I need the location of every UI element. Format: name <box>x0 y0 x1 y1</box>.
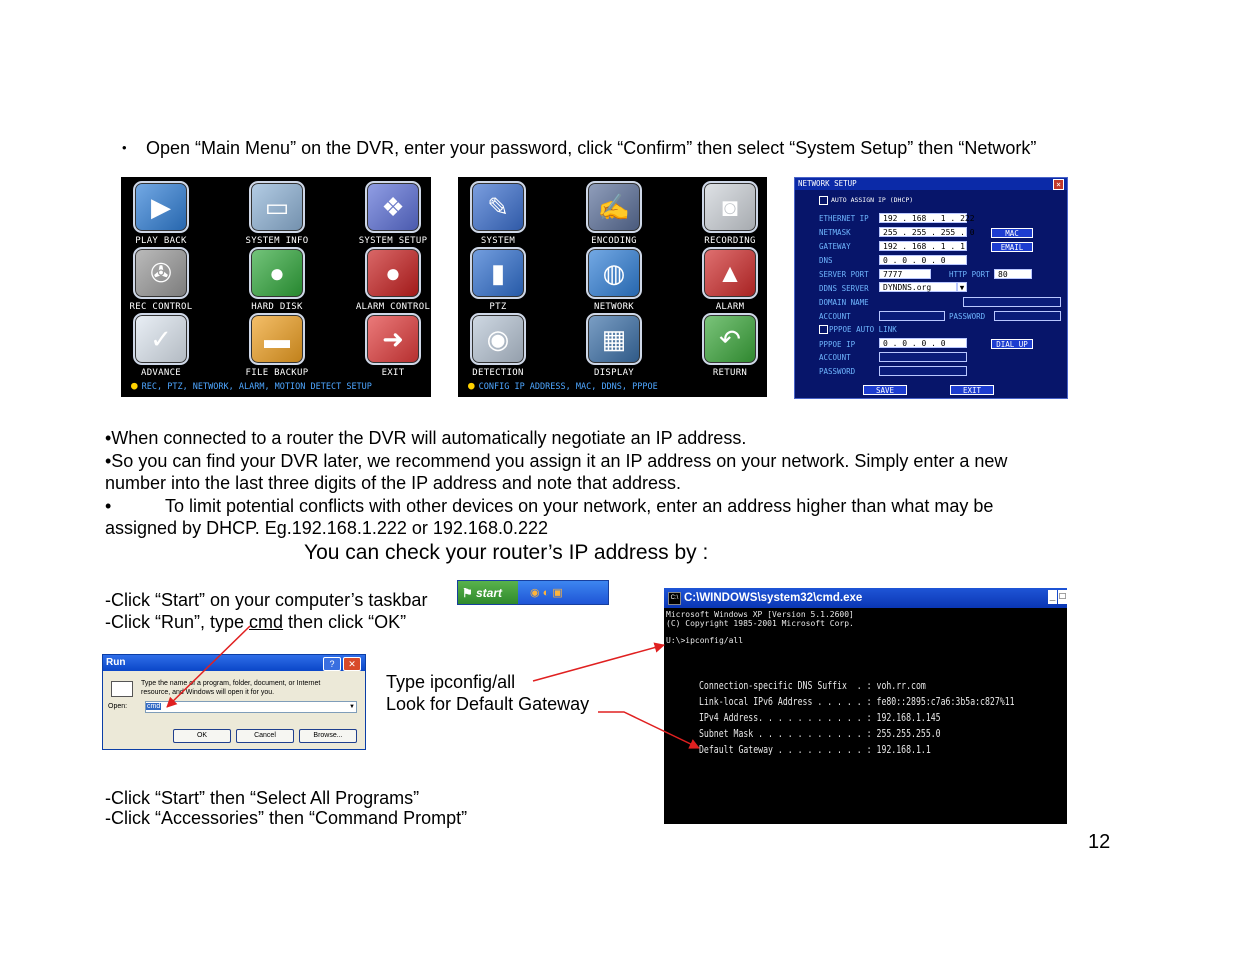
save-button[interactable]: SAVE <box>863 385 907 395</box>
network-globe-icon: ◍ <box>586 247 642 299</box>
pppoe-ip-label: PPPOE IP <box>819 340 856 349</box>
check-router-heading: You can check your router’s IP address by : <box>304 541 709 564</box>
info-assign-ip-line1: •So you can find your DVR later, we recommend you assign it an IP address on your network. Simply enter a new <box>105 451 1008 471</box>
main-menu-item-label: REC CONTROL <box>129 302 193 312</box>
pppoe-ip-field[interactable]: 0 . 0 . 0 . 0 <box>879 338 967 348</box>
lightbulb-icon: ● <box>131 379 138 392</box>
domain-name-label: DOMAIN NAME <box>819 298 869 307</box>
mac-button[interactable]: MAC <box>991 228 1033 238</box>
cmd-output-gateway: Default Gateway . . . . . . . . . : 192.168.1.1 <box>699 744 931 756</box>
close-button[interactable]: ✕ <box>343 657 361 671</box>
pppoe-account-label: ACCOUNT <box>819 353 851 362</box>
cmd-title: C:\WINDOWS\system32\cmd.exe <box>684 592 863 604</box>
main-menu-item-label: SYSTEM SETUP <box>358 236 428 246</box>
help-button[interactable]: ? <box>323 657 341 671</box>
return-arrow-icon: ↶ <box>702 313 758 365</box>
step-run-cmd: cmd <box>249 612 284 632</box>
main-menu-item-label: HARD DISK <box>251 302 303 312</box>
cmd-icon: C:\ <box>668 592 681 605</box>
server-port-label: SERVER PORT <box>819 270 869 279</box>
arrow-to-ipconfig <box>533 645 664 681</box>
arrow-cmd-to-open-field <box>167 626 250 707</box>
intro-bullet-text: Open “Main Menu” on the DVR, enter your password, click “Confirm” then select “System Setup” then “Network” <box>146 138 1037 158</box>
cmd-output-subnet: Subnet Mask . . . . . . . . . . . : 255.255.255.0 <box>699 728 941 740</box>
main-menu-item-label: PLAY BACK <box>135 236 187 246</box>
system-setup-item-label: RECORDING <box>704 236 756 246</box>
pppoe-password-label: PASSWORD <box>819 367 856 376</box>
http-port-field[interactable]: 80 <box>994 269 1032 279</box>
main-menu-item-label: EXIT <box>381 368 405 378</box>
display-icon: ▦ <box>586 313 642 365</box>
network-setup-title: NETWORK SETUP <box>795 178 1067 190</box>
dns-field[interactable]: 0 . 0 . 0 . 0 <box>879 255 967 265</box>
http-port-label: HTTP PORT <box>949 270 990 279</box>
cmd-header-line1: Microsoft Windows XP [Version 5.1.2600] <box>666 610 854 619</box>
info-assign-ip-line2: number into the last three digits of the IP address and note that address. <box>105 473 682 493</box>
webcam-icon: ◉ <box>470 313 526 365</box>
calendar-icon: ✓ <box>133 313 189 365</box>
close-icon[interactable]: × <box>1053 179 1064 190</box>
netmask-field[interactable]: 255 . 255 . 255 . 0 <box>879 227 967 237</box>
system-setup-item-label: ALARM <box>715 302 745 312</box>
password-label: PASSWORD <box>949 312 986 321</box>
browse-button[interactable]: Browse... <box>299 729 357 743</box>
start-button-label: start <box>476 586 503 600</box>
encoding-icon: ✍ <box>586 181 642 233</box>
chevron-down-icon[interactable]: ▼ <box>349 704 355 710</box>
main-menu-item-label: ALARM CONTROL <box>355 302 431 312</box>
system-setup-item-label: DISPLAY <box>593 368 635 378</box>
siren-icon: ▲ <box>702 247 758 299</box>
main-menu-item-label: FILE BACKUP <box>245 368 309 378</box>
system-setup-item-label: DETECTION <box>472 368 524 378</box>
ethernet-ip-label: ETHERNET IP <box>819 214 869 223</box>
step-command-prompt: -Click “Accessories” then “Command Prompt” <box>105 808 468 828</box>
cmd-header-line2: (C) Copyright 1985-2001 Microsoft Corp. <box>666 619 854 628</box>
ddns-server-label: DDNS SERVER <box>819 284 869 293</box>
intro-bullet-marker: • <box>122 140 127 155</box>
step-run-prefix: -Click “Run”, type <box>105 612 250 632</box>
page-number: 12 <box>1088 831 1111 853</box>
dns-label: DNS <box>819 256 833 265</box>
lightbulb-icon: ● <box>468 379 475 392</box>
info-conflict-marker: • <box>105 496 112 516</box>
gateway-label: GATEWAY <box>819 242 851 251</box>
cancel-button[interactable]: Cancel <box>236 729 294 743</box>
ethernet-ip-field[interactable]: 192 . 168 . 1 . 222 <box>879 213 967 223</box>
alarm-button-icon: ● <box>365 247 421 299</box>
exit-button[interactable]: EXIT <box>950 385 994 395</box>
step-click-start: -Click “Start” on your computer’s taskbar <box>105 590 428 610</box>
quick-launch-icons[interactable]: ◉ ◐ ▣ <box>530 587 563 599</box>
main-menu-tip-text: REC, PTZ, NETWORK, ALARM, MOTION DETECT SETUP <box>141 382 372 392</box>
server-port-field[interactable]: 7777 <box>879 269 931 279</box>
system-setup-item-label: PTZ <box>489 302 507 312</box>
monitor-icon: ▭ <box>249 181 305 233</box>
exit-door-icon: ➜ <box>365 313 421 365</box>
minimize-button[interactable]: _ <box>1049 591 1056 602</box>
cmd-output-dns-suffix: Connection-specific DNS Suffix . : voh.rr.com <box>699 680 926 692</box>
ok-button[interactable]: OK <box>173 729 231 743</box>
cmd-output-ipv4: IPv4 Address. . . . . . . . . . . : 192.168.1.145 <box>699 712 941 724</box>
annotation-type-ipconfig: Type ipconfig/all <box>386 672 516 692</box>
account-label: ACCOUNT <box>819 312 851 321</box>
system-setup-item-label: NETWORK <box>593 302 635 312</box>
windows-flag-icon: ⚑ <box>462 586 473 600</box>
film-reel-icon: ✇ <box>133 247 189 299</box>
info-conflict-line2: assigned by DHCP. Eg.192.168.1.222 or 192.168.0.222 <box>105 518 548 538</box>
step-run-suffix: then click “OK” <box>283 612 407 632</box>
gateway-field[interactable]: 192 . 168 . 1 . 1 <box>879 241 967 251</box>
open-label: Open: <box>108 703 128 710</box>
info-dhcp-paragraph: •When connected to a router the DVR will automatically negotiate an IP address. <box>105 428 747 448</box>
open-input-value: cmd <box>147 703 161 710</box>
main-menu-item-label: ADVANCE <box>140 368 182 378</box>
system-setup-item-label: RETURN <box>712 368 748 378</box>
cmd-output-ipv6: Link-local IPv6 Address . . . . . : fe80::2895:c7a6:3b5a:c827%11 <box>699 696 1015 708</box>
main-menu-item-label: SYSTEM INFO <box>245 236 309 246</box>
email-button[interactable]: EMAIL <box>991 242 1033 252</box>
cmd-prompt: U:\>ipconfig/all <box>666 636 744 645</box>
play-back-icon: ▶ <box>133 181 189 233</box>
arrow-to-default-gateway <box>598 712 699 748</box>
restore-button[interactable]: □ <box>1059 591 1066 602</box>
pencil-icon: ✎ <box>470 181 526 233</box>
cubes-icon: ❖ <box>365 181 421 233</box>
info-conflict-line1: To limit potential conflicts with other devices on your network, enter an address higher than what may be <box>165 496 994 516</box>
system-setup-item-label: ENCODING <box>591 236 637 246</box>
annotation-default-gateway: Look for Default Gateway <box>386 694 590 714</box>
system-setup-tip-text: CONFIG IP ADDRESS, MAC, DDNS, PPPOE <box>478 382 658 392</box>
chevron-down-icon[interactable]: ▼ <box>957 282 967 292</box>
globe-disk-icon: ● <box>249 247 305 299</box>
system-setup-item-label: SYSTEM <box>480 236 516 246</box>
run-dialog-title: Run <box>103 655 365 671</box>
folder-icon: ▬ <box>249 313 305 365</box>
camcorder-icon: ◙ <box>702 181 758 233</box>
step-select-all-programs: -Click “Start” then “Select All Programs” <box>105 788 420 808</box>
ptz-camera-icon: ▮ <box>470 247 526 299</box>
pppoe-auto-link-label: PPPOE AUTO LINK <box>829 325 897 334</box>
dhcp-label: AUTO ASSIGN IP (DHCP) <box>831 196 914 204</box>
dial-up-button[interactable]: DIAL UP <box>991 339 1033 349</box>
run-description: Type the name of a program, folder, document, or Internet resource, and Windows will open it for you. <box>141 680 321 696</box>
ddns-server-select[interactable]: DYNDNS.org <box>879 282 957 292</box>
netmask-label: NETMASK <box>819 228 851 237</box>
